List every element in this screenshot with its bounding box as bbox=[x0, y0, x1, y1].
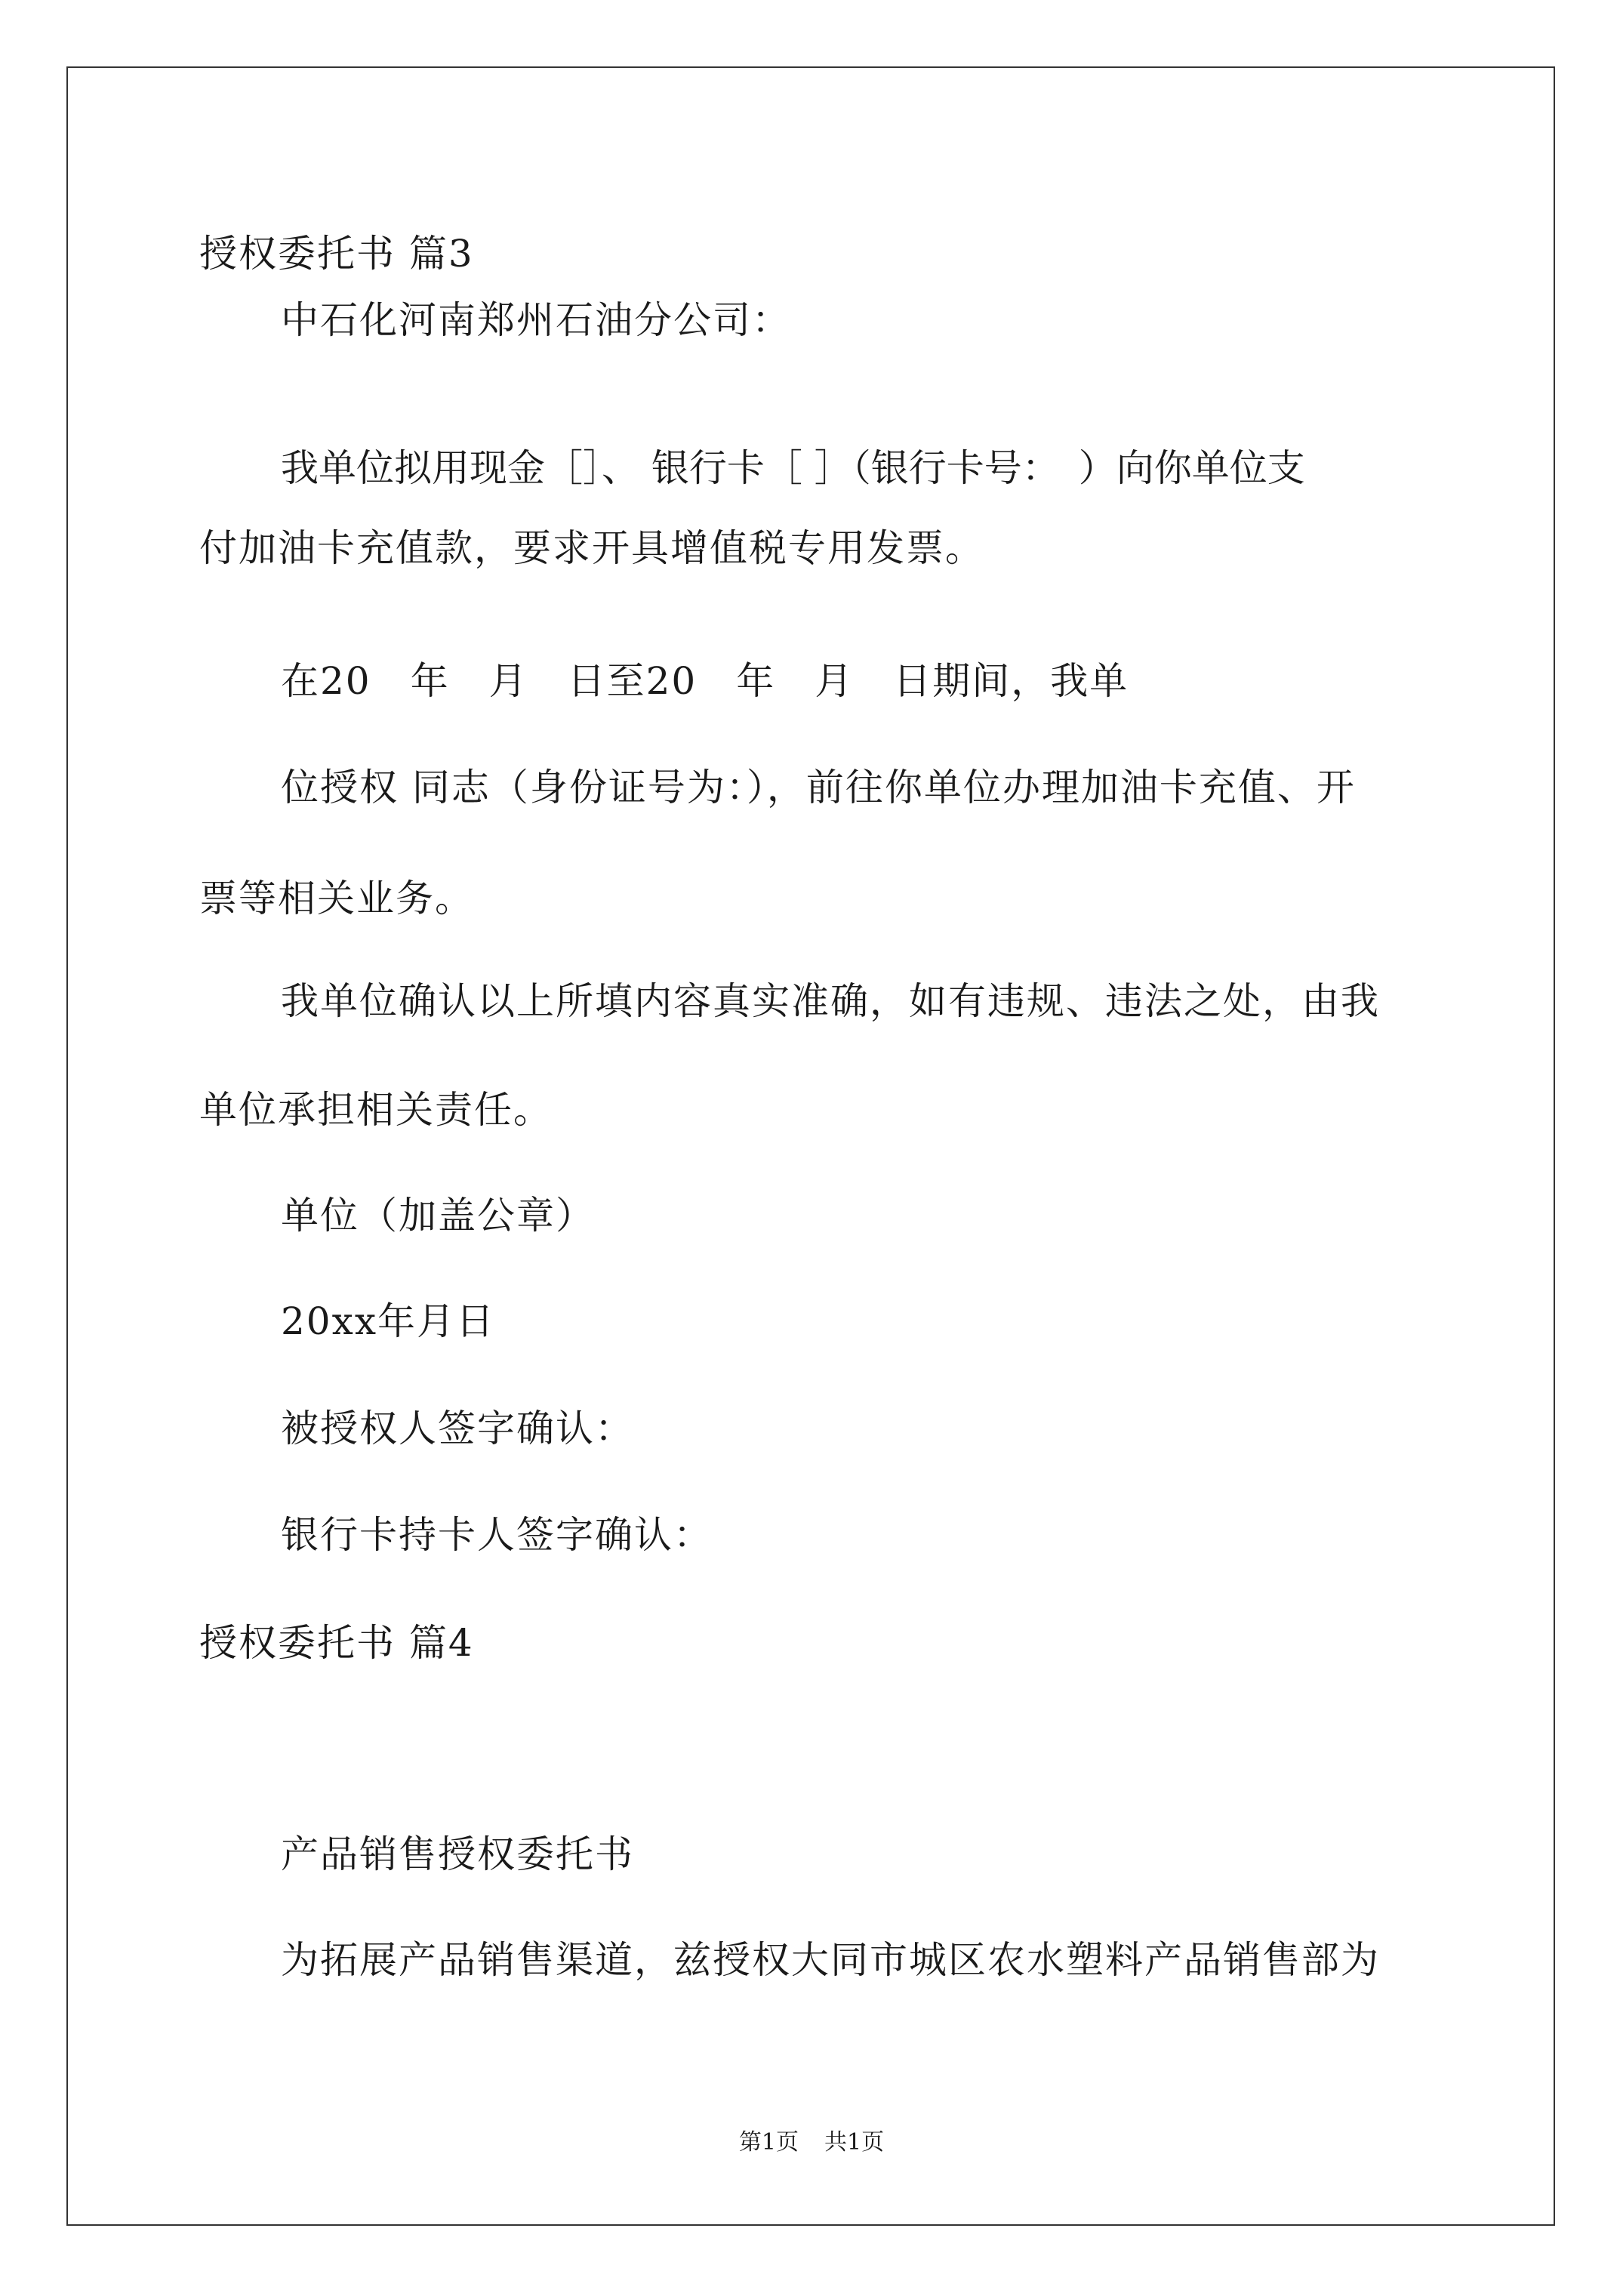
paragraph-line bbox=[281, 445, 1416, 491]
unit-seal-line: 单位（加盖公章） bbox=[281, 1194, 595, 1237]
paragraph-line: 位授权 同志（身份证号为：），前往你单位办理加油卡充值、开 bbox=[281, 766, 1356, 809]
paragraph-line: 单位承担相关责任。 bbox=[199, 1088, 553, 1132]
paragraph-line: 我单位确认以上所填内容真实准确，如有违规、违法之处，由我 bbox=[281, 979, 1380, 1023]
section-heading-4: 授权委托书 篇4 bbox=[199, 1621, 474, 1665]
paragraph-line: 在20 年 月 日至20 年 月 日期间，我单 bbox=[281, 659, 1129, 703]
section-heading-3: 授权委托书 篇3 bbox=[199, 232, 474, 276]
paragraph-line: 为拓展产品销售渠道，兹授权大同市城区农水塑料产品销售部为 bbox=[281, 1938, 1380, 1982]
page-frame bbox=[66, 66, 1555, 2226]
date-line: 20xx年月日 bbox=[281, 1299, 496, 1343]
page-total: 共1页 bbox=[824, 2129, 885, 2156]
grantee-signature-line: 被授权人签字确认： bbox=[281, 1407, 634, 1450]
text-run: 我单位拟用现金［］、 银行卡［ ］（银行卡号： ）向你单位支 bbox=[281, 446, 1305, 490]
addressee: 中石化河南郑州石油分公司： bbox=[281, 298, 791, 342]
page-footer bbox=[0, 2129, 1623, 2156]
cardholder-signature-line: 银行卡持卡人签字确认： bbox=[281, 1513, 713, 1557]
paragraph-line: 付加油卡充值款，要求开具增值税专用发票。 bbox=[199, 526, 984, 570]
page-number: 第1页 bbox=[738, 2129, 799, 2156]
paragraph-line: 票等相关业务。 bbox=[199, 877, 474, 920]
document-subtitle: 产品销售授权委托书 bbox=[281, 1832, 634, 1876]
